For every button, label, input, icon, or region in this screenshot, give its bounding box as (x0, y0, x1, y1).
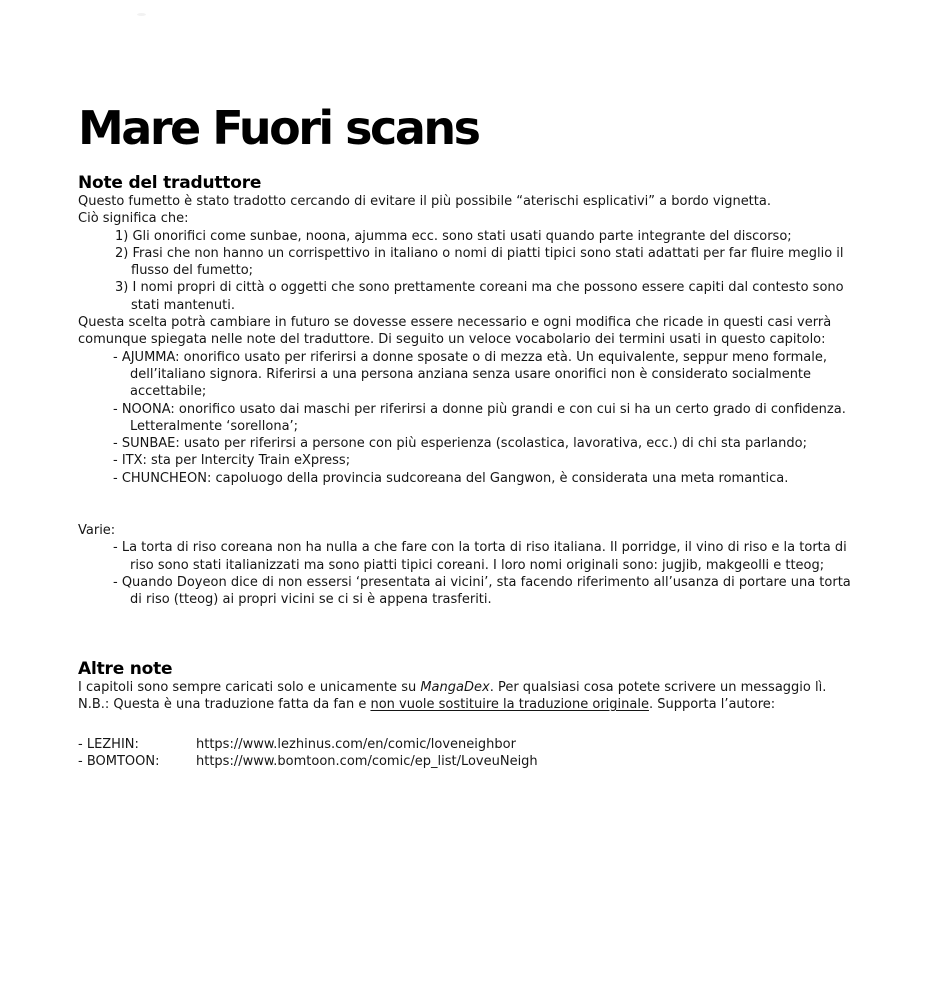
upload-note-text: I capitoli sono sempre caricati solo e unicamente su (78, 679, 421, 695)
upload-note-text: . Per qualsiasi cosa potete scrivere un messaggio lì. (489, 679, 827, 695)
glossary-item-noona: - NOONA: onorifico usato dai maschi per riferirsi a donne più grandi e con cui si ha un certo grado di confidenza. Letteralmente ‘sorellona’; (113, 401, 846, 434)
spacer (78, 487, 864, 522)
varie-item-torta: - La torta di riso coreana non ha nulla a che fare con la torta di riso italiana. Il porridge, il vino di riso e la torta di riso sono stati italianizzati ma sono piatti tipici coreani. I loro nomi originali sono: jugjib, makgeolli e tteog; (113, 540, 847, 573)
nb-note (78, 696, 864, 713)
glossary-item-sunbae: - SUNBAE: usato per riferirsi a persone con più esperienza (scolastica, lavorativa, ecc.) di chi sta parlando; (113, 436, 807, 452)
glossary-item-chuncheon: - CHUNCHEON: capoluogo della provincia sudcoreana del Gangwon, è considerata una meta romantica. (113, 470, 789, 486)
other-notes-body (78, 679, 864, 771)
scan-artifact-speck (137, 13, 146, 16)
translator-notes-body (78, 193, 864, 609)
mangadex-site-name: MangaDex (420, 679, 490, 695)
bomtoon-label: - BOMTOON: (78, 754, 160, 770)
translator-notes-heading: Note del traduttore (78, 173, 262, 193)
other-notes-heading: Altre note (78, 658, 173, 679)
page-title: Mare Fuori scans (78, 101, 479, 155)
nb-note-text: . Supporta l’autore: (648, 696, 776, 712)
lezhin-url: https://www.lezhinus.com/en/comic/loveneighbor (196, 737, 516, 753)
nb-note-text: N.B.: Questa è una traduzione fatta da fan e (78, 696, 371, 712)
nb-underlined-phrase: non vuole sostituire la traduzione originale (370, 696, 649, 712)
numbered-item: 2) Frasi che non hanno un corrispettivo in italiano o nomi di piatti tipici sono stati adattati per far fluire meglio il flusso del fumetto; (115, 245, 844, 279)
spacer (78, 713, 864, 736)
policy-paragraph: Questa scelta potrà cambiare in futuro se dovesse essere necessario e ogni modifica che ricade in questi casi verrà comunque spiegata nelle note del traduttore. Di seguito un veloce vocabolario dei termini usati in questo capitolo: (78, 315, 832, 348)
upload-note (78, 679, 864, 696)
numbered-item: 1) Gli onorifici come sunbae, noona, ajumma ecc. sono stati usati quando parte integrante del discorso; (115, 228, 792, 244)
glossary-item-itx: - ITX: sta per Intercity Train eXpress; (113, 453, 351, 469)
bomtoon-url: https://www.bomtoon.com/comic/ep_list/LoveuNeigh (196, 754, 538, 770)
glossary-item-ajumma: - AJUMMA: onorifico usato per riferirsi a donne sposate o di mezza età. Un equivalente, seppur meno formale, dell’italiano signora. Riferirsi a una persona anziana senza usare onorifici non è considerato socialmente accettabile; (113, 349, 827, 400)
author-link-row (78, 736, 864, 753)
intro-line: Questo fumetto è stato tradotto cercando di evitare il più possibile “aterischi esplicativi” a bordo vignetta. (78, 194, 771, 209)
lezhin-label: - LEZHIN: (78, 737, 139, 753)
author-link-row (78, 753, 864, 770)
numbered-item: 3) I nomi propri di città o oggetti che sono prettamente coreani ma che possono essere capiti dal contesto sono stati mantenuti. (115, 280, 844, 313)
intro-line: Ciò significa che: (78, 211, 189, 227)
varie-label: Varie: (78, 523, 116, 539)
varie-item-doyeon: - Quando Doyeon dice di non essersi ‘presentata ai vicini’, sta facendo riferimento all’usanza di portare una torta di riso (tteog) ai propri vicini se ci si è appena trasferiti. (113, 574, 851, 608)
